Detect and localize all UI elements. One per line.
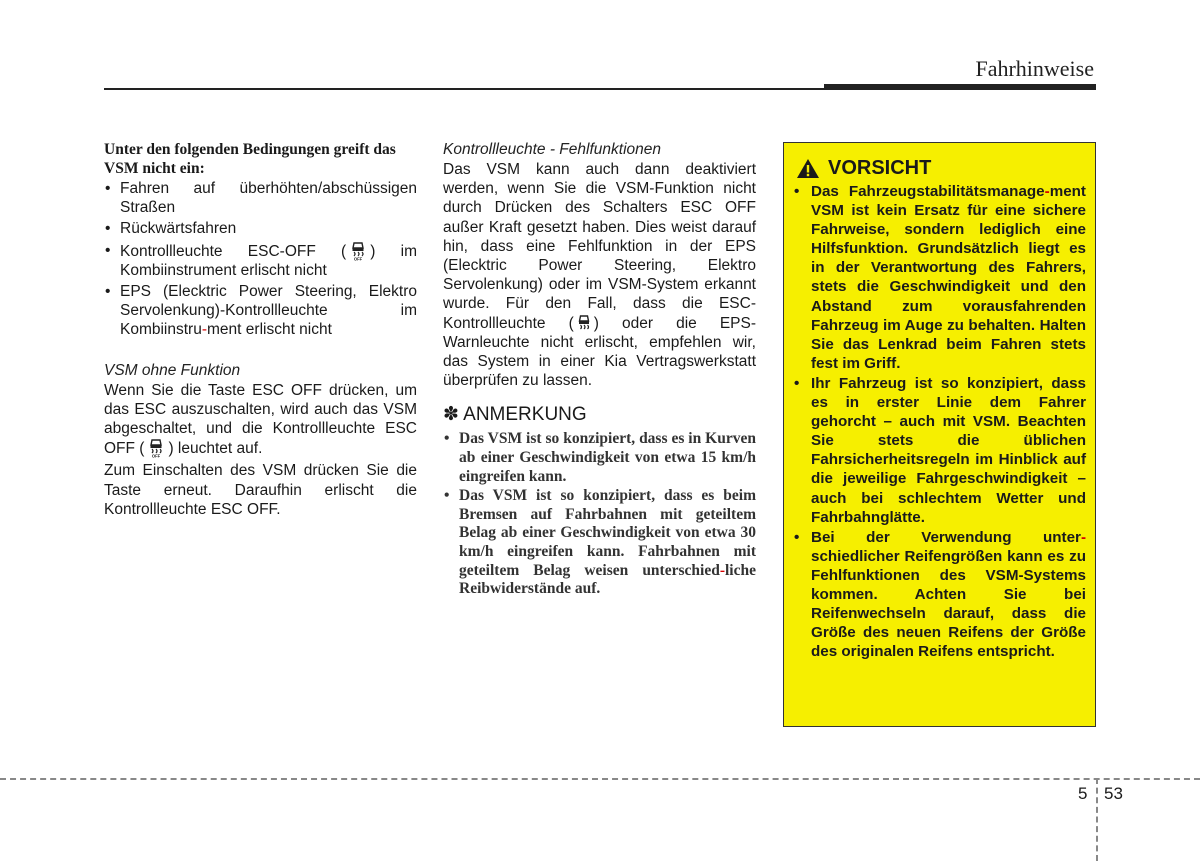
list-item: • Bei der Verwendung unter-schiedlicher Reifengrößen kann es zu Fehlfunktionen des VSM-Systems kommen. Achten Sie bei Reifenwechseln darauf, dass die Größe des neuen Reifens der Größe des originalen Reifens entspricht. <box>793 528 1086 662</box>
note-heading: ✽ ANMERKUNG <box>443 404 587 426</box>
list-item: • Kontrollleuchte ESC-OFF ( OFF ) im Kombiinstrument erlischt nicht <box>104 241 417 280</box>
list-item: • Das VSM ist so konzipiert, dass es in Kurven ab einer Geschwindigkeit von etwa 15 km/h eingreifen kann. <box>443 430 756 486</box>
footer-divider-vertical <box>1096 778 1098 861</box>
page-number: 53 <box>1104 784 1123 803</box>
conditions-intro: Unter den folgenden Bedingungen greift das VSM nicht ein: <box>104 141 396 177</box>
header-rule-accent <box>824 84 1096 90</box>
middle-column <box>443 140 756 599</box>
vsm-on-paragraph: Zum Einschalten des VSM drücken Sie die Taste erneut. Daraufhin erlischt die Kontrollleuchte ESC OFF. <box>104 462 417 518</box>
list-item: • Das Fahrzeugstabilitätsmanage-ment VSM ist kein Ersatz für eine sichere Fahrweise, sondern lediglich eine Hilfsfunktion. Grundsätzlich liegt es in der Verantwortung des Fahrers, stets die Geschwindigkeit und den Abstand zum vorausfahrenden Fahrzeug im Auge zu behalten. Halten Sie das Lenkrad beim Fahren stets fest im Griff. <box>793 182 1086 373</box>
list-item: • Das VSM ist so konzipiert, dass es beim Bremsen auf Fahrbahnen mit geteiltem Belag ab einer Geschwindigkeit von etwa 30 km/h eingreifen kann. Fahrbahnen mit geteiltem Belag weisen unterschied-liche Reibwiderstände auf. <box>443 487 756 599</box>
esc-off-icon <box>148 438 164 458</box>
svg-text:OFF: OFF <box>354 256 363 261</box>
list-item: • Ihr Fahrzeug ist so konzipiert, dass es in erster Linie dem Fahrer gehorcht – auch mit VSM. Beachten Sie stets die üblichen Fahrsicherheitsregeln im Hinblick auf die jeweilige Fahrgeschwindigkeit – auch bei schlechtem Wetter und Fahrbahnglätte. <box>793 374 1086 527</box>
svg-text:OFF: OFF <box>152 453 161 459</box>
conditions-list <box>104 179 417 340</box>
esc-warning-icon <box>577 314 591 332</box>
malfunction-paragraph: Das VSM kann auch dann deaktiviert werden, wenn Sie die VSM-Funktion nicht durch Drücken des Schalters ESC OFF außer Kraft gesetzt haben. Dies weist darauf hin, dass eine Fehlfunktion in der EPS (Elecktric Power Steering, Elektro Servolenkung) oder im VSM-System erkannt wurde. Für den Fall, dass die ESC-Kontrollleuchte ( ) oder die EPS-Warnleuchte nicht erlischt, empfehlen wir, das System in einer Kia Vertragswerkstatt überprüfen zu lassen. <box>443 161 756 390</box>
footer-divider <box>0 778 1200 780</box>
warning-triangle-icon <box>796 158 820 179</box>
esc-off-icon <box>350 241 366 261</box>
list-item: • Fahren auf überhöhten/abschüssigen Straßen <box>104 179 417 217</box>
left-column <box>104 140 417 519</box>
caution-box <box>783 142 1096 727</box>
list-item: • Rückwärtsfahren <box>104 219 417 238</box>
section-title: Fahrhinweise <box>975 56 1094 81</box>
caution-list <box>793 182 1086 661</box>
caution-heading: VORSICHT <box>796 157 931 180</box>
vsm-off-heading: VSM ohne Funktion <box>104 361 241 379</box>
vsm-off-paragraph: Wenn Sie die Taste ESC OFF drücken, um das ESC auszuschalten, wird auch das VSM abgeschaltet, und die Kontrollleuchte ESC OFF ( OFF ) leuchtet auf. <box>104 381 417 459</box>
chapter-number: 5 <box>1078 784 1088 803</box>
note-list <box>443 430 756 598</box>
malfunction-heading: Kontrollleuchte - Fehlfunktionen <box>443 141 661 158</box>
list-item: • EPS (Elecktric Power Steering, Elektro Servolenkung)-Kontrollleuchte im Kombiinstru-ment erlischt nicht <box>104 282 417 340</box>
